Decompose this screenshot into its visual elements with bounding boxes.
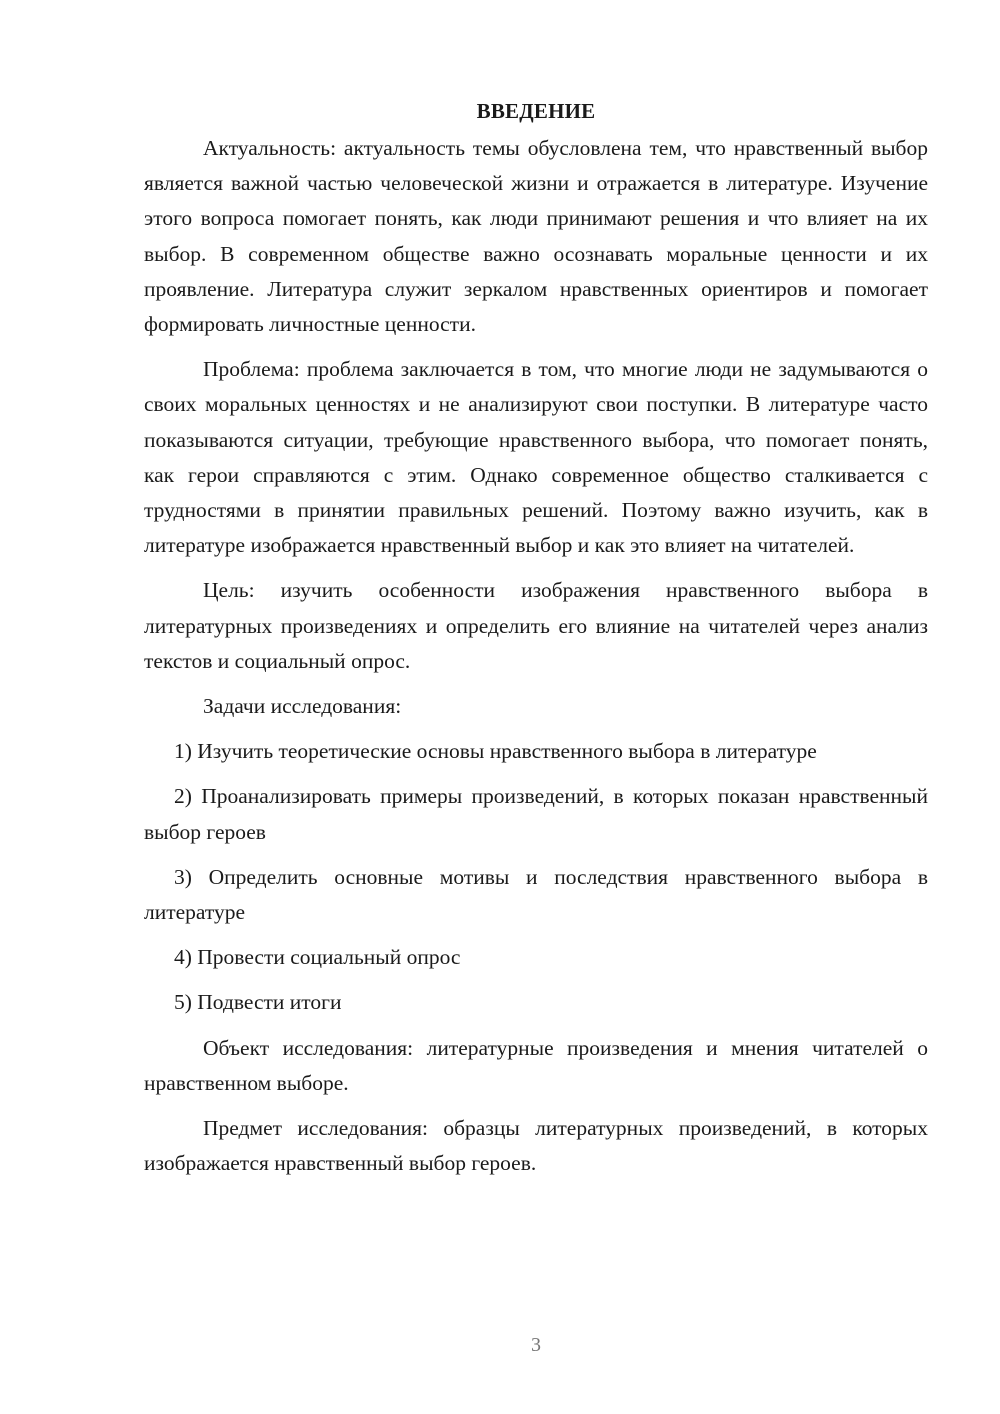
task-item: 4) Провести социальный опрос (174, 945, 461, 970)
task-item: 5) Подвести итоги (174, 990, 342, 1015)
problem-paragraph: Проблема: проблема заключается в том, что многие люди не задумываются о своих моральных ценностях и не анализируют свои поступки. В литературе часто показываются ситуации, требующие нравственного выбора, что помогает понять, как герои справляются с этим. Однако современное общество сталкивается с трудностями в принятии правильных решений. Поэтому важно изучить, как в литературе изображается нравственный выбор и как это влияет на читателей. (144, 357, 928, 558)
goal-paragraph: Цель: изучить особенности изображения нравственного выбора в литературных произведениях и определить его влияние на читателей через анализ текстов и социальный опрос. (144, 578, 928, 673)
tasks-heading: Задачи исследования: (203, 694, 402, 719)
page-number: 3 (531, 1334, 541, 1356)
page-title: ВВЕДЕНИЕ (476, 99, 596, 123)
subject-paragraph: Предмет исследования: образцы литературных произведений, в которых изображается нравственный выбор героев. (144, 1116, 928, 1176)
tasks-list (144, 734, 928, 1020)
task-item: 3) Определить основные мотивы и последствия нравственного выбора в литературе (144, 864, 928, 925)
page-content (144, 96, 928, 1181)
relevance-paragraph: Актуальность: актуальность темы обусловлена тем, что нравственный выбор является важной частью человеческой жизни и отражается в литературе. Изучение этого вопроса помогает понять, как люди принимают решения и что влияет на их выбор. В современном обществе важно осознавать моральные ценности и их проявление. Литература служит зеркалом нравственных ориентиров и помогает формировать личностные ценности. (144, 136, 928, 337)
task-item: 1) Изучить теоретические основы нравственного выбора в литературе (174, 739, 817, 764)
object-paragraph: Объект исследования: литературные произведения и мнения читателей о нравственном выборе. (144, 1035, 928, 1095)
task-item: 2) Проанализировать примеры произведений, в которых показан нравственный выбор героев (144, 784, 928, 844)
